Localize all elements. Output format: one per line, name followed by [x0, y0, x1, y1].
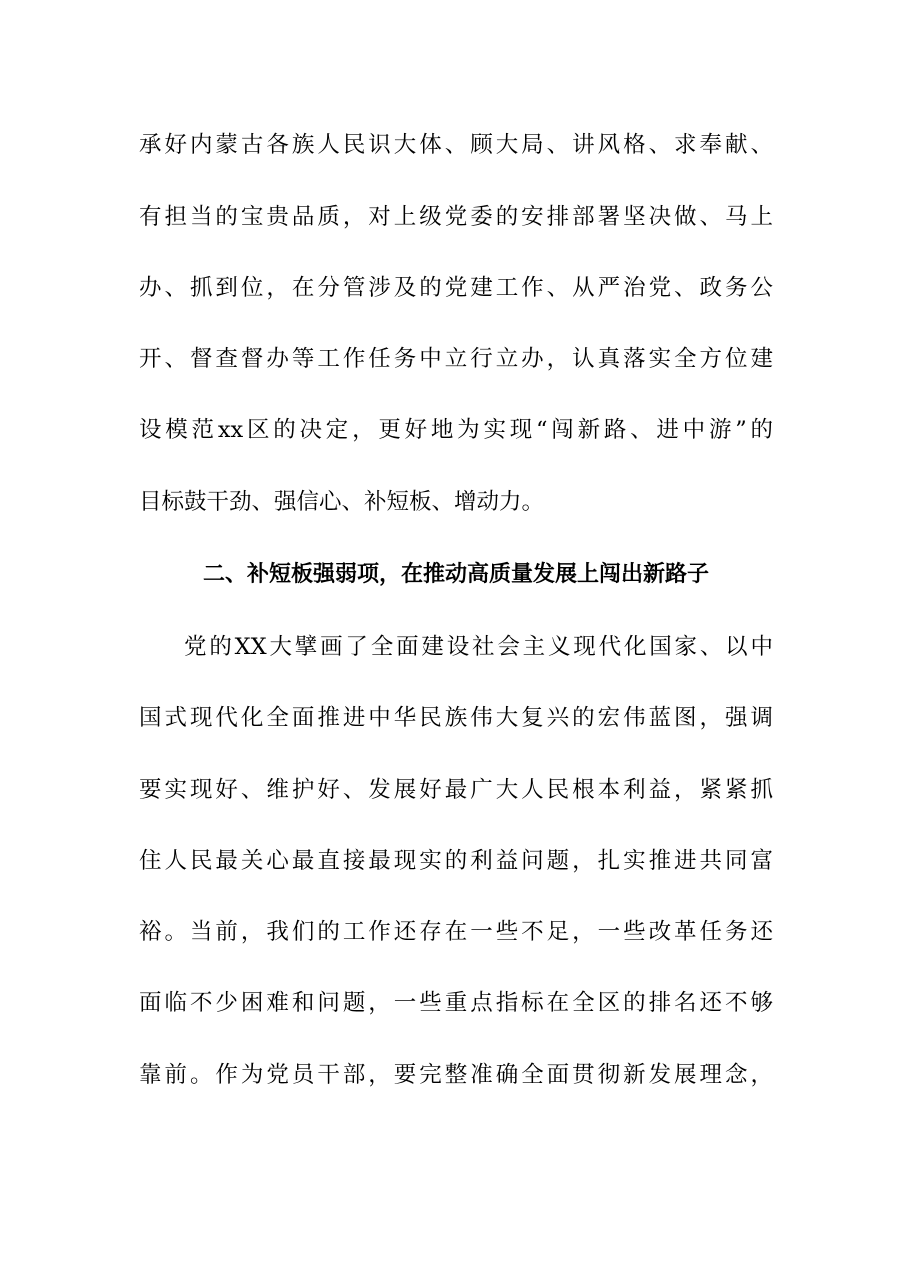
paragraph-1-line-1: 承好内蒙古各族人民识大体、顾大局、讲风格、求奉献、 [139, 132, 773, 158]
paragraph-2-line-2: 国式现代化全面推进中华民族伟大复兴的宏伟蓝图，强调 [139, 705, 773, 731]
section-heading: 二、补短板强弱项，在推动高质量发展上闯出新路子 [202, 562, 709, 587]
paragraph-1-line-3: 办、抓到位，在分管涉及的党建工作、从严治党、政务公 [139, 275, 773, 301]
paragraph-1-line-6: 目标鼓干劲、强信心、补短板、增动力。 [139, 489, 545, 515]
paragraph-2-line-6: 面临不少困难和问题，一些重点指标在全区的排名还不够 [139, 990, 773, 1016]
paragraph-1-line-4: 开、督查督办等工作任务中立行立办，认真落实全方位建 [139, 346, 773, 372]
paragraph-2-line-4: 住人民最关心最直接最现实的利益问题，扎实推进共同富 [139, 848, 773, 874]
paragraph-2-line-5: 裕。当前，我们的工作还存在一些不足，一些改革任务还 [139, 919, 773, 945]
paragraph-1-line-2: 有担当的宝贵品质，对上级党委的安排部署坚决做、马上 [139, 204, 773, 230]
paragraph-2-line-3: 要实现好、维护好、发展好最广大人民根本利益，紧紧抓 [139, 777, 773, 803]
paragraph-1-line-5: 设模范xx区的决定，更好地为实现“闯新路、进中游”的 [139, 417, 773, 443]
paragraph-2-line-7: 靠前。作为党员干部，要完整准确全面贯彻新发展理念， [139, 1062, 773, 1088]
paragraph-2-line-1: 党的XX大擘画了全面建设社会主义现代化国家、以中 [184, 634, 773, 660]
